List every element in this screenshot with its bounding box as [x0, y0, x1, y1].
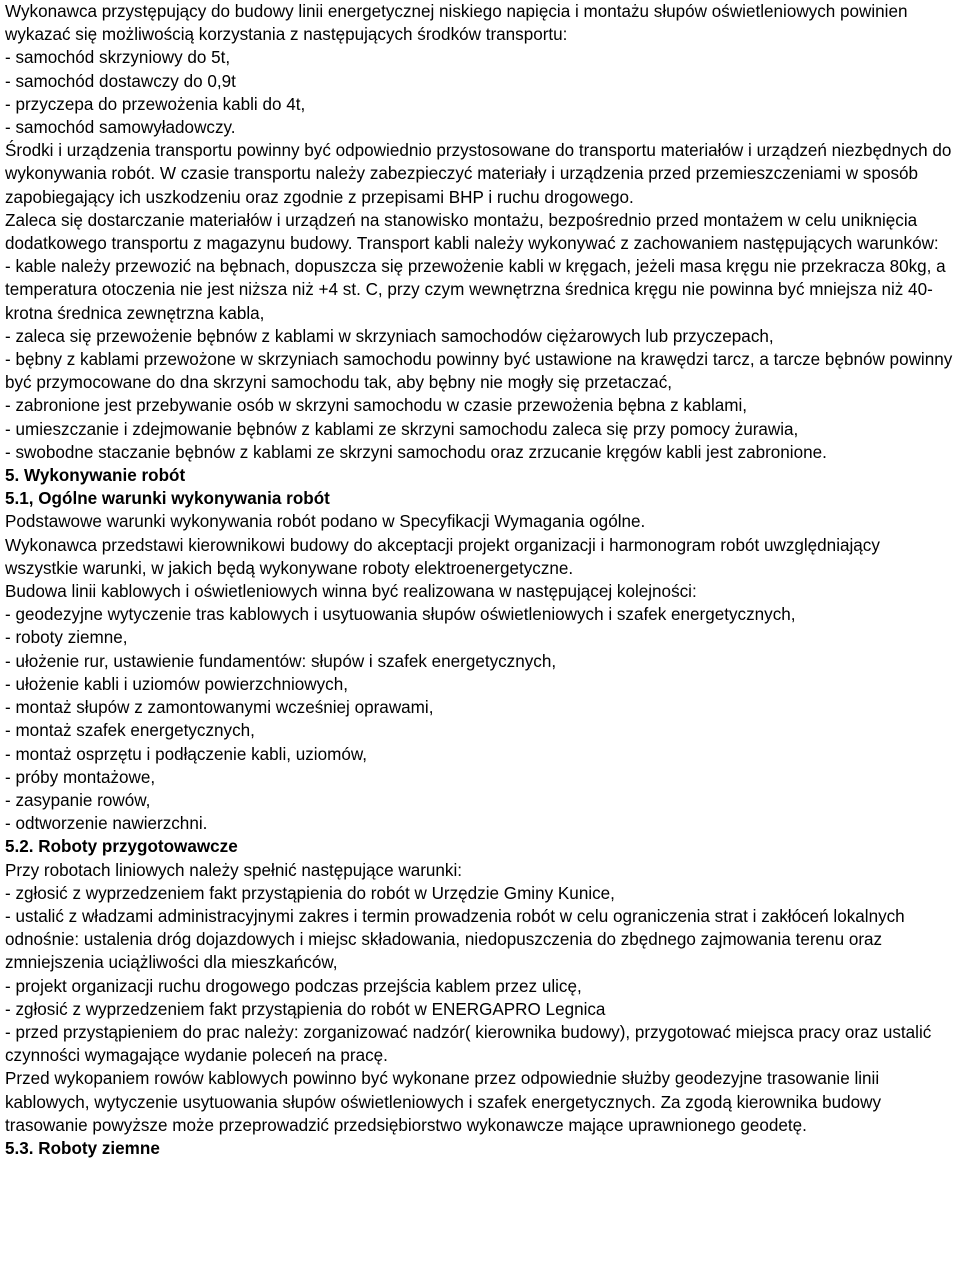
list-item: - samochód samowyładowczy.	[5, 118, 236, 138]
section-heading: 5.2. Roboty przygotowawcze	[5, 837, 238, 857]
paragraph: - swobodne staczanie bębnów z kablami ze skrzyni samochodu oraz zrzucanie kręgów kabli jest zabronione.	[5, 442, 827, 462]
section-heading: 5. Wykonywanie robót	[5, 466, 186, 486]
paragraph: Środki i urządzenia transportu powinny być odpowiednio przystosowane do transportu materiałów i urządzeń niezbędnych do wykonywania robót. W czasie transportu należy zabezpieczyć materiały i urządzenia przed przemieszczeniami w sposób zapobiegający ich uszkodzeniu oraz zgodnie z przepisami BHP i ruchu drogowego.	[5, 141, 952, 207]
paragraph: - kable należy przewozić na bębnach, dopuszcza się przewożenie kabli w kręgach, jeżeli masa kręgu nie przekracza 80kg, a temperatura otoczenia nie jest niższa niż +4 st. C, przy czym wewnętrzna średnica kręgu nie powinna być mniejsza niż 40-krotna średnica zewnętrzna kabla,	[5, 257, 946, 323]
paragraph: Wykonawca przystępujący do budowy linii energetycznej niskiego napięcia i montażu słupów oświetleniowych powinien wykazać się możliwością korzystania z następujących środków transportu:	[5, 2, 908, 45]
paragraph: Wykonawca przedstawi kierownikowi budowy do akceptacji projekt organizacji i harmonogram robót uwzględniający wszystkie warunki, w jakich będą wykonywane roboty elektroenergetyczne.	[5, 535, 880, 578]
list-item: - samochód skrzyniowy do 5t,	[5, 48, 231, 68]
list-item: - ułożenie rur, ustawienie fundamentów: słupów i szafek energetycznych,	[5, 651, 557, 671]
list-item: - przyczepa do przewożenia kabli do 4t,	[5, 94, 306, 114]
paragraph: Przy robotach liniowych należy spełnić następujące warunki:	[5, 860, 463, 880]
paragraph: Budowa linii kablowych i oświetleniowych winna być realizowana w następującej kolejności:	[5, 582, 697, 602]
paragraph: - umieszczanie i zdejmowanie bębnów z kablami ze skrzyni samochodu zaleca się przy pomocy żurawia,	[5, 419, 799, 439]
paragraph: - zgłosić z wyprzedzeniem fakt przystąpienia do robót w Urzędzie Gminy Kunice,	[5, 883, 615, 903]
paragraph: - zabronione jest przebywanie osób w skrzyni samochodu w czasie przewożenia bębna z kablami,	[5, 396, 748, 416]
document-page	[5, 0, 957, 1160]
paragraph: - projekt organizacji ruchu drogowego podczas przejścia kablem przez ulicę,	[5, 976, 582, 996]
paragraph: - bębny z kablami przewożone w skrzyniach samochodu powinny być ustawione na krawędzi tarcz, a tarcze bębnów powinny być przymocowane do dna skrzyni samochodu tak, aby bębny nie mogły się przetaczać,	[5, 350, 953, 393]
list-item: - próby montażowe,	[5, 767, 156, 787]
list-item: - montaż słupów z zamontowanymi wcześniej oprawami,	[5, 698, 434, 718]
list-item: - odtworzenie nawierzchni.	[5, 814, 208, 834]
list-item: - roboty ziemne,	[5, 628, 128, 648]
list-item: - zasypanie rowów,	[5, 790, 151, 810]
paragraph: Zaleca się dostarczanie materiałów i urządzeń na stanowisko montażu, bezpośrednio przed montażem w celu uniknięcia dodatkowego transportu z magazynu budowy. Transport kabli należy wykonywać z zachowaniem następujących warunków:	[5, 210, 939, 254]
list-item: - geodezyjne wytyczenie tras kablowych i usytuowania słupów oświetleniowych i szafek energetycznych,	[5, 605, 796, 625]
list-item: - montaż szafek energetycznych,	[5, 721, 255, 741]
paragraph: - zgłosić z wyprzedzeniem fakt przystąpienia do robót w ENERGAPRO Legnica	[5, 999, 606, 1019]
paragraph: - zaleca się przewożenie bębnów z kablami w skrzyniach samochodów ciężarowych lub przyczepach,	[5, 326, 774, 346]
section-heading: 5.3. Roboty ziemne	[5, 1138, 160, 1158]
section-heading: 5.1, Ogólne warunki wykonywania robót	[5, 489, 330, 509]
list-item: - samochód dostawczy do 0,9t	[5, 71, 236, 91]
paragraph: - ustalić z władzami administracyjnymi zakres i termin prowadzenia robót w celu ograniczenia strat i zakłóceń lokalnych odnośnie: ustalenia dróg dojazdowych i miejsc składowania, niedopuszczenia do zbędnego zajmowania terenu oraz zmniejszenia uciążliwości dla mieszkańców,	[5, 906, 905, 973]
paragraph: Przed wykopaniem rowów kablowych powinno być wykonane przez odpowiednie służby geodezyjne trasowanie linii kablowych, wytyczenie usytuowania słupów oświetleniowych i szafek energetycznych. Za zgodą kierownika budowy trasowanie powyższe może przeprowadzić przedsiębiorstwo wykonawcze mające uprawnionego geodetę.	[5, 1069, 882, 1135]
paragraph: - przed przystąpieniem do prac należy: zorganizować nadzór( kierownika budowy), przygotować miejsca pracy oraz ustalić czynności wymagające wydanie poleceń na pracę.	[5, 1022, 932, 1066]
list-item: - montaż osprzętu i podłączenie kabli, uziomów,	[5, 744, 367, 764]
list-item: - ułożenie kabli i uziomów powierzchniowych,	[5, 674, 348, 694]
paragraph: Podstawowe warunki wykonywania robót podano w Specyfikacji Wymagania ogólne.	[5, 512, 646, 532]
